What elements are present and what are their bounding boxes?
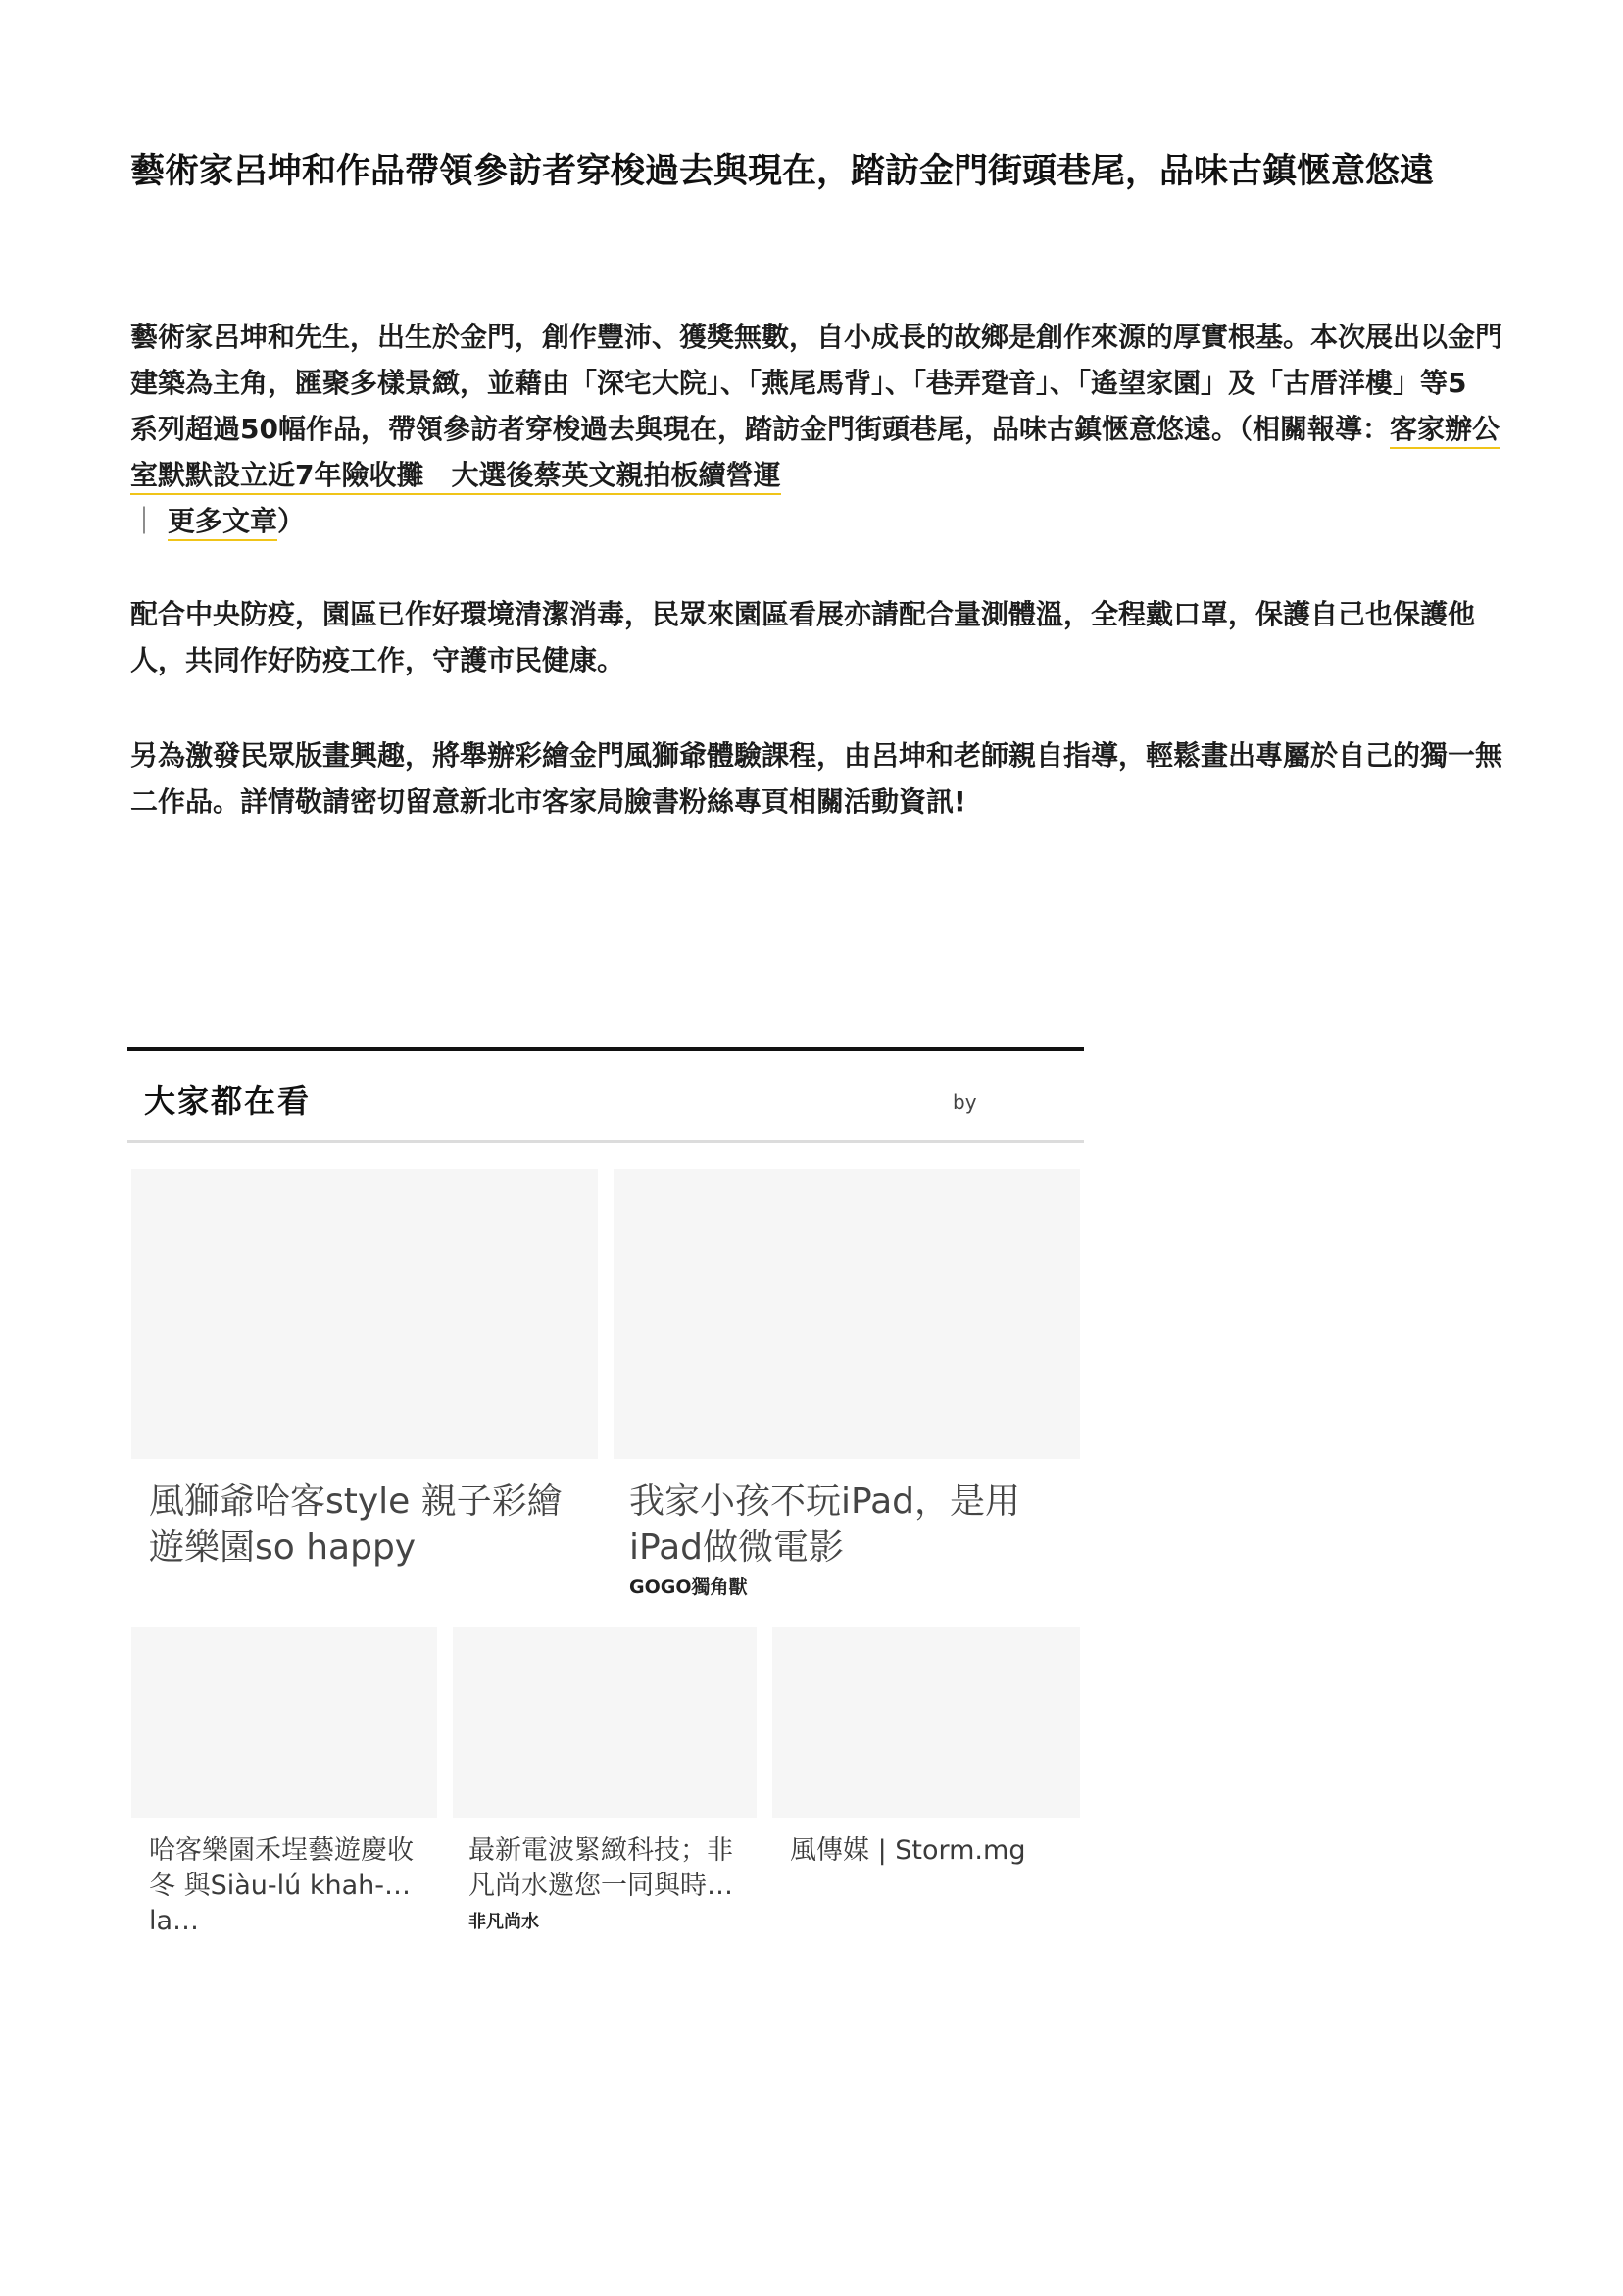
card-title[interactable]: 風傳媒 | Storm.mg [790, 1835, 1026, 1866]
widget-header [127, 1051, 1084, 1143]
card-source: GOGO獨角獸 [629, 1576, 748, 1598]
recommendation-widget [127, 1047, 1084, 1936]
paragraph-1-close: ） [277, 505, 306, 537]
article-paragraph-3: 另為激發民眾版畫興趣，將舉辦彩繪金門風獅爺體驗課程，由呂坤和老師親自指導，輕鬆畫出專屬於自己的獨一無二作品。詳情敬請密切留意新北市客家局臉書粉絲專頁相關活動資訊! [130, 739, 1503, 818]
card-title[interactable]: 哈客樂園禾埕藝遊慶收冬 與Siàu-lú khah-la… [149, 1835, 414, 1936]
widget-by-label[interactable]: by [953, 1090, 977, 1114]
card-title[interactable]: 風獅爺哈客style 親子彩繪遊樂園so happy [149, 1481, 563, 1568]
card-thumbnail[interactable] [772, 1627, 1080, 1818]
more-articles-link[interactable]: 更多文章 [168, 505, 277, 541]
article-paragraph-1 [130, 314, 1502, 544]
widget-title: 大家都在看 [144, 1082, 312, 1120]
related-article-link[interactable]: 客家辦公室默默設立近7年險收攤 大選後蔡英文親拍板續營運 [130, 413, 1500, 495]
card-thumbnail[interactable] [131, 1169, 598, 1459]
card-title[interactable]: 我家小孩不玩iPad，是用iPad做微電影 [629, 1481, 1021, 1568]
card-source: 非凡尚水 [468, 1912, 539, 1932]
card-thumbnail[interactable] [131, 1627, 437, 1818]
article-headline: 藝術家呂坤和作品帶領參訪者穿梭過去與現在，踏訪金門街頭巷尾，品味古鎮愜意悠遠 [130, 152, 1435, 191]
card-thumbnail[interactable] [453, 1627, 757, 1818]
link-separator: ｜ [130, 505, 159, 537]
article-paragraph-2: 配合中央防疫，園區已作好環境清潔消毒，民眾來園區看展亦請配合量測體溫，全程戴口罩，保護自己也保護他人，共同作好防疫工作，守護市民健康。 [130, 598, 1476, 676]
paragraph-1-text: 藝術家呂坤和先生，出生於金門，創作豐沛、獲獎無數，自小成長的故鄉是創作來源的厚實根基。本次展出以金門建築為主角，匯聚多樣景緻，並藉由「深宅大院」、「燕尾馬背」、「巷弄跫音」、「遙望家園」及「古厝洋樓」等5 系列超過50幅作品，帶領參訪者穿梭過去與現在，踏訪金門街頭巷尾，品味古鎮愜意悠遠。（相關報導： [130, 321, 1503, 445]
article-body [130, 147, 1503, 818]
card-thumbnail[interactable] [614, 1169, 1080, 1459]
card-title[interactable]: 最新電波緊緻科技；非凡尚水邀您一同與時… [468, 1835, 733, 1901]
